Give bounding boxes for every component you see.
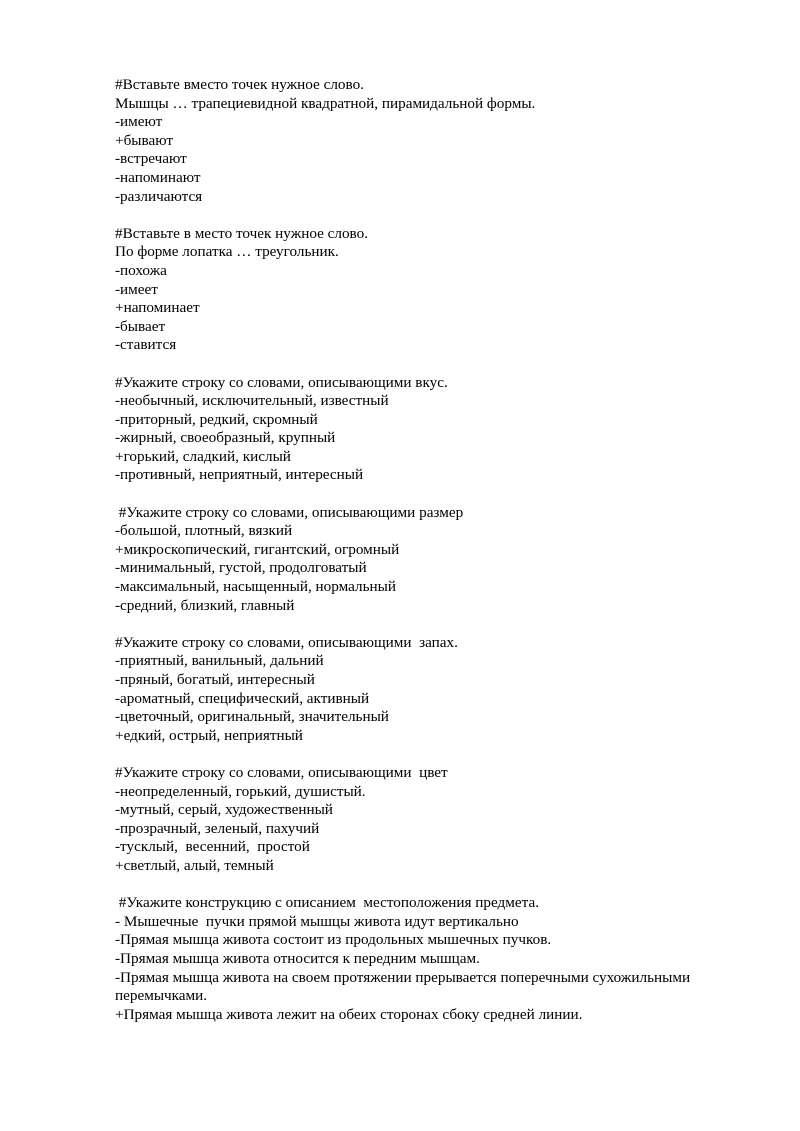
answer-option: -приторный, редкий, скромный xyxy=(115,410,318,428)
question-block-6 xyxy=(115,764,755,876)
answer-option: -тусклый, весенний, простой xyxy=(115,838,310,856)
answer-option: -цветочный, оригинальный, значительный xyxy=(115,708,389,726)
question-prompt: #Вставьте вместо точек нужное слово. xyxy=(115,76,364,93)
question-block-7 xyxy=(115,894,755,1024)
document-content xyxy=(115,76,755,1043)
answer-option: -имеют xyxy=(115,113,163,131)
answer-option: -Прямая мышца живота на своем протяжении прерывается поперечными сухожильными перемычками. xyxy=(115,968,694,1005)
answer-option: -различаются xyxy=(115,187,203,205)
question-block-4 xyxy=(115,504,755,616)
answer-option: -Прямая мышца живота относится к передним мышцам. xyxy=(115,949,480,967)
answer-option: +едкий, острый, неприятный xyxy=(115,726,303,744)
answer-option: +светлый, алый, темный xyxy=(115,856,274,874)
answer-option: -мутный, серый, художественный xyxy=(115,801,333,819)
answer-option: -противный, неприятный, интересный xyxy=(115,466,364,484)
answer-option: +горький, сладкий, кислый xyxy=(115,447,291,465)
question-prompt: #Укажите строку со словами, описывающими вкус. xyxy=(115,373,448,391)
answer-option: -необычный, исключительный, известный xyxy=(115,392,389,410)
answer-option: -минимальный, густой, продолговатый xyxy=(115,559,367,577)
answer-option: -максимальный, насыщенный, нормальный xyxy=(115,578,396,596)
question-prompt: #Укажите строку со словами, описывающими размер xyxy=(115,503,464,521)
answer-option: -ароматный, специфический, активный xyxy=(115,689,370,707)
answer-option: -средний, близкий, главный xyxy=(115,596,295,614)
question-prompt: #Укажите конструкцию с описанием местоположения предмета. xyxy=(115,894,539,912)
question-prompt: #Укажите строку со словами, описывающими цвет xyxy=(115,763,448,781)
question-stem: По форме лопатка … треугольник. xyxy=(115,243,339,261)
answer-option: -пряный, богатый, интересный xyxy=(115,671,315,688)
question-prompt: #Укажите строку со словами, описывающими запах. xyxy=(115,633,458,651)
answer-option: +микроскопический, гигантский, огромный xyxy=(115,540,400,558)
question-stem: Мышцы … трапециевидной квадратной, пирамидальной формы. xyxy=(115,94,536,112)
answer-option: +бывают xyxy=(115,131,173,149)
question-block-5 xyxy=(115,634,755,746)
answer-option: -неопределенный, горький, душистый. xyxy=(115,782,366,800)
answer-option: -встречают xyxy=(115,150,187,168)
question-prompt: #Вставьте в место точек нужное слово. xyxy=(115,224,369,242)
answer-option: +напоминает xyxy=(115,299,200,317)
answer-option: -большой, плотный, вязкий xyxy=(115,522,293,540)
answer-option: -жирный, своеобразный, крупный xyxy=(115,429,336,447)
answer-option: -бывает xyxy=(115,317,166,335)
answer-option: -ставится xyxy=(115,336,177,354)
answer-option: -напоминают xyxy=(115,168,201,186)
answer-option: - Мышечные пучки прямой мышцы живота идут вертикально xyxy=(115,912,519,930)
answer-option: -приятный, ванильный, дальний xyxy=(115,652,324,670)
answer-option: -похожа xyxy=(115,261,167,279)
question-block-2 xyxy=(115,225,755,355)
answer-option: -имеет xyxy=(115,280,158,298)
question-block-1 xyxy=(115,76,755,206)
answer-option: -Прямая мышца живота состоит из продольных мышечных пучков. xyxy=(115,931,552,949)
question-block-3 xyxy=(115,374,755,486)
answer-option: +Прямая мышца живота лежит на обеих сторонах сбоку средней линии. xyxy=(115,1005,583,1023)
answer-option: -прозрачный, зеленый, пахучий xyxy=(115,819,320,837)
